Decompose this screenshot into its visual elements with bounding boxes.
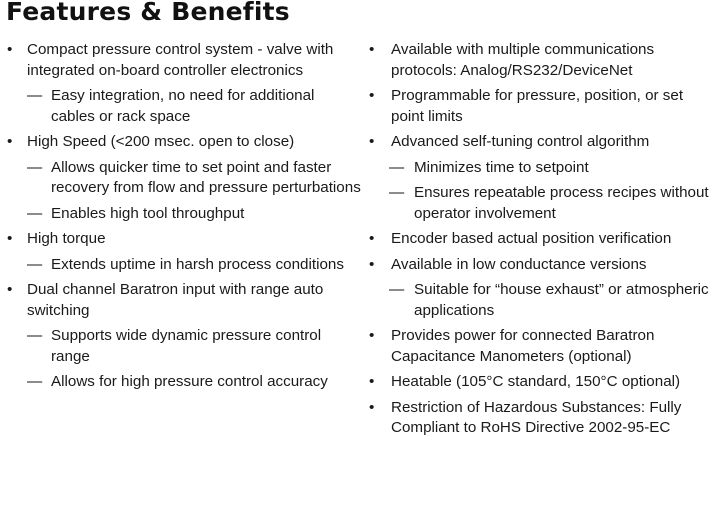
benefit-text: Extends uptime in harsh process conditions xyxy=(51,255,344,273)
benefit-item xyxy=(364,183,716,224)
benefit-text: Ensures repeatable process recipes without operator involvement xyxy=(414,184,709,222)
left-feature-list xyxy=(0,40,362,398)
feature-text: Programmable for pressure, position, or set point limits xyxy=(391,87,684,125)
dash-icon: — xyxy=(27,373,43,390)
benefit-text: Allows for high pressure control accuracy xyxy=(51,373,328,390)
bullet-icon: • xyxy=(369,230,375,247)
feature-text: Available in low conductance versions xyxy=(391,255,647,273)
dash-icon: — xyxy=(27,255,43,273)
right-feature-list xyxy=(364,40,716,444)
feature-item xyxy=(0,40,362,81)
bullet-icon: • xyxy=(369,373,375,390)
benefit-text: Allows quicker time to set point and faster recovery from flow and pressure perturbations xyxy=(51,158,361,196)
dash-icon: — xyxy=(389,158,405,176)
bullet-icon: • xyxy=(7,41,13,58)
page-title: Features & Benefits xyxy=(6,0,290,26)
bullet-icon: • xyxy=(7,230,13,247)
feature-item xyxy=(364,255,716,276)
bullet-icon: • xyxy=(7,133,13,150)
feature-item xyxy=(0,132,362,153)
benefit-item xyxy=(0,86,362,127)
feature-text: High torque xyxy=(27,230,106,247)
benefit-text: Easy integration, no need for additional cables or rack space xyxy=(51,87,315,125)
benefit-item xyxy=(0,372,362,393)
feature-item xyxy=(364,372,716,393)
bullet-icon: • xyxy=(7,281,13,298)
feature-item xyxy=(0,280,362,321)
feature-text: High Speed (<200 msec. open to close) xyxy=(27,133,295,150)
bullet-icon: • xyxy=(369,133,375,150)
feature-text: Compact pressure control system - valve with integrated on-board controller electronics xyxy=(27,41,334,79)
bullet-icon: • xyxy=(369,255,375,273)
dash-icon: — xyxy=(27,87,43,104)
benefit-item xyxy=(364,158,716,179)
dash-icon: — xyxy=(27,327,43,344)
benefit-text: Enables high tool throughput xyxy=(51,204,245,222)
feature-item xyxy=(364,132,716,153)
bullet-icon: • xyxy=(369,398,375,416)
benefit-item xyxy=(0,204,362,225)
feature-text: Dual channel Baratron input with range auto switching xyxy=(27,281,324,319)
benefit-text: Suitable for “house exhaust” or atmospheric applications xyxy=(414,281,709,319)
bullet-icon: • xyxy=(369,41,375,58)
benefit-item xyxy=(0,326,362,367)
benefit-text: Minimizes time to setpoint xyxy=(414,158,589,176)
feature-text: Restriction of Hazardous Substances: Fully Compliant to RoHS Directive 2002-95-EC xyxy=(391,398,682,436)
feature-item xyxy=(364,229,716,250)
feature-item xyxy=(0,229,362,250)
feature-text: Encoder based actual position verification xyxy=(391,230,672,247)
bullet-icon: • xyxy=(369,87,375,104)
dash-icon: — xyxy=(27,204,43,222)
feature-text: Advanced self-tuning control algorithm xyxy=(391,133,650,150)
feature-text: Available with multiple communications protocols: Analog/RS232/DeviceNet xyxy=(391,41,655,79)
benefit-item xyxy=(364,280,716,321)
feature-item xyxy=(364,86,716,127)
feature-item xyxy=(364,40,716,81)
dash-icon: — xyxy=(27,158,43,176)
feature-text: Heatable (105°C standard, 150°C optional) xyxy=(391,373,681,390)
dash-icon: — xyxy=(389,184,405,201)
feature-item xyxy=(364,398,716,439)
dash-icon: — xyxy=(389,281,405,298)
bullet-icon: • xyxy=(369,327,375,344)
benefit-item xyxy=(0,255,362,276)
benefit-text: Supports wide dynamic pressure control range xyxy=(51,327,322,365)
feature-text: Provides power for connected Baratron Capacitance Manometers (optional) xyxy=(391,327,655,365)
feature-item xyxy=(364,326,716,367)
benefit-item xyxy=(0,158,362,199)
